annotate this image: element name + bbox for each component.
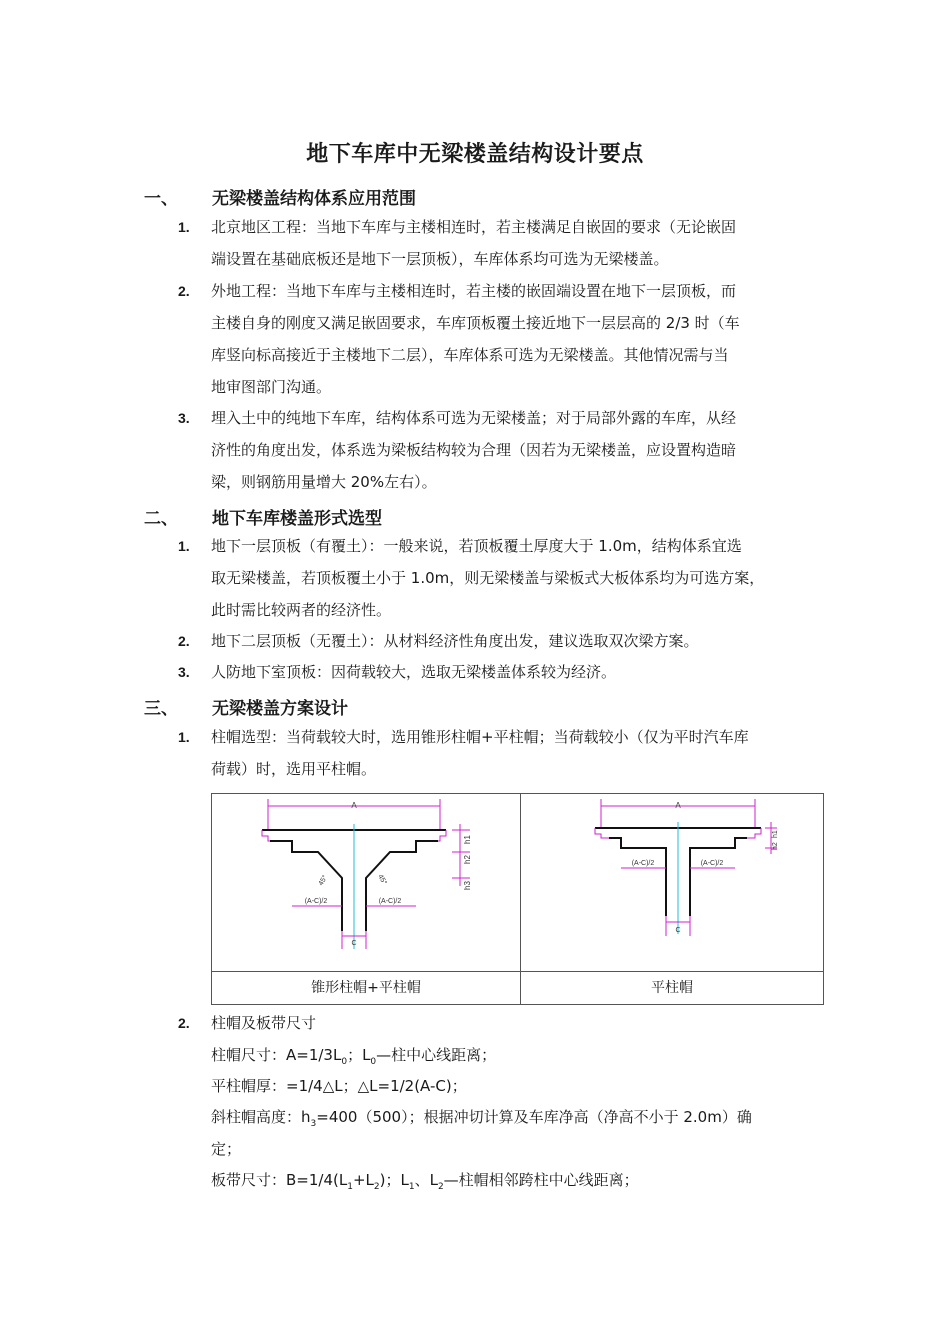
flat-cap-drawing [521,794,824,971]
paragraph-line: 人防地下室顶板：因荷载较大，选取无梁楼盖体系较为经济。 [211,663,617,681]
dim-label-h2: h2 [772,842,779,850]
item-number: 3. [178,410,190,426]
flat-cap-drawing-cell [521,794,824,971]
item-number: 1. [178,729,190,745]
dim-label-half-right: (A-C)/2 [378,898,402,905]
paragraph-line: 地审图部门沟通。 [211,378,332,396]
item-number: 2. [178,283,190,299]
dim-label-half-right: (A-C)/2 [700,860,724,867]
paragraph-line: 库竖向标高接近于主楼地下二层），车库体系可选为无梁楼盖。其他情况需与当 [211,346,729,364]
figure-caption-right: 平柱帽 [651,980,693,996]
paragraph-line: 外地工程：当地下车库与主楼相连时，若主楼的嵌固端设置在地下一层顶板，而 [211,282,737,300]
angle-label-left: 45° [317,874,330,887]
dim-label-a: A [351,801,357,810]
paragraph-line: 地下一层顶板（有覆土）：一般来说，若顶板覆土厚度大于 1.0m，结构体系宜选 [211,537,742,555]
item-number: 1. [178,219,190,235]
formula-line: 板带尺寸：$B=1/4(L_1+L_2)$；$L_1$、$L_2—$柱帽相邻跨柱中心线距离； [211,1171,639,1192]
paragraph-line: 地下二层顶板（无覆土）：从材料经济性角度出发，建议选取双次梁方案。 [211,632,699,650]
section-number: 一、 [144,189,178,209]
document-title: 地下车库中无梁楼盖结构设计要点 [306,142,644,167]
paragraph-line: 柱帽选型：当荷载较大时，选用锥形柱帽+平柱帽；当荷载较小（仅为平时汽车库 [211,728,749,746]
paragraph-line: 济性的角度出发，体系选为梁板结构较为合理（因若为无梁楼盖，应设置构造暗 [211,441,737,459]
formula-line: 柱帽尺寸：$A=1/3L_0$；$L_0—$柱中心线距离； [211,1046,497,1067]
dim-label-half-left: (A-C)/2 [304,898,328,905]
item-heading: 柱帽及板带尺寸 [211,1014,317,1032]
item-number: 3. [178,664,190,680]
conical-cap-drawing-cell [212,794,521,971]
dim-label-h1: h1 [772,830,779,838]
item-number: 2. [178,633,190,649]
conical-cap-drawing [212,794,520,971]
section-title: 无梁楼盖结构体系应用范围 [212,189,416,209]
dim-label-h2: h2 [463,855,472,864]
paragraph-line: 取无梁楼盖，若顶板覆土小于 1.0m，则无梁楼盖与梁板式大板体系均为可选方案， [211,569,765,587]
formula-line: 斜柱帽高度：$h_3=400(500)$；根据冲切计算及车库净高（净高不小于 2.0m）确 [211,1108,752,1129]
paragraph-line: 主楼自身的刚度又满足嵌固要求，车库顶板覆土接近地下一层层高的 2/3 时（车 [211,314,740,332]
formula-line: 定； [211,1140,242,1158]
figure-caption-row [212,971,823,1005]
column-cap-figure-table [211,793,824,1005]
dim-label-h3: h3 [463,881,472,890]
section-number: 三、 [144,699,178,719]
section-number: 二、 [144,509,178,529]
paragraph-line: 埋入土中的纯地下车库，结构体系可选为无梁楼盖；对于局部外露的车库，从经 [211,409,737,427]
angle-label-right: 45° [376,873,388,887]
dim-label-h1: h1 [463,835,472,844]
paragraph-line: 此时需比较两者的经济性。 [211,601,392,619]
figure-caption-left: 锥形柱帽+平柱帽 [212,972,521,1005]
dim-label-c: C [675,927,681,934]
section-title: 地下车库楼盖形式选型 [212,509,382,529]
dim-label-c: C [351,940,357,947]
paragraph-line: 端设置在基础底板还是地下一层顶板），车库体系均可选为无梁楼盖。 [211,250,669,268]
paragraph-line: 荷载）时，选用平柱帽。 [211,760,377,778]
item-number: 1. [178,538,190,554]
dim-label-half-left: (A-C)/2 [631,860,655,867]
section-title: 无梁楼盖方案设计 [212,699,348,719]
paragraph-line: 梁，则钢筋用量增大 20%左右）。 [211,473,437,491]
item-number: 2. [178,1015,190,1031]
dim-label-a: A [675,801,681,810]
formula-line: 平柱帽厚：=1/4△L；△L=1/2(A-C)； [211,1077,467,1095]
paragraph-line: 北京地区工程：当地下车库与主楼相连时，若主楼满足自嵌固的要求（无论嵌固 [211,218,737,236]
